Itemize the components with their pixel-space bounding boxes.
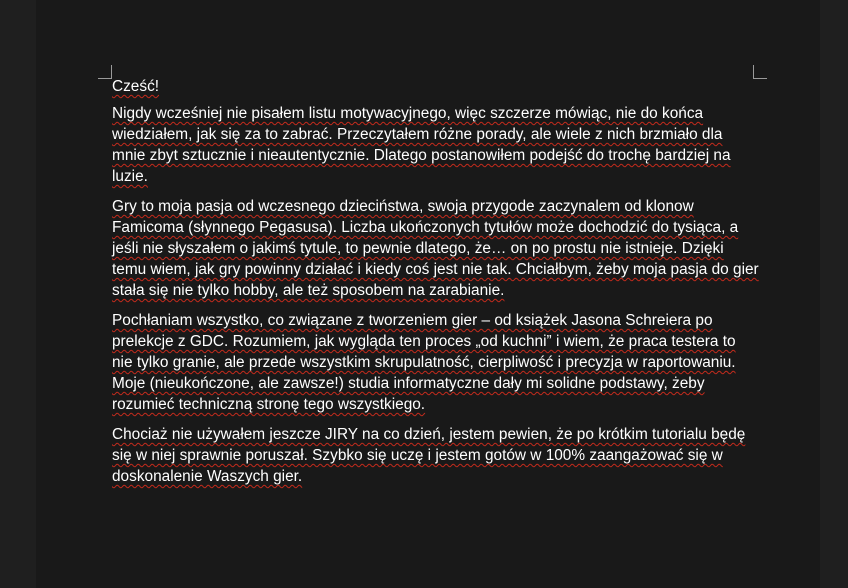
paragraph-1[interactable]: Nigdy wcześniej nie pisałem listu motywacyjnego, więc szczerze mówiąc, nie do końca wiedziałem, jak się za to zabrać. Przeczytałem różne porady, ale wiele z nich brzmiało dla mnie zbyt sztucznie i nieautentycznie. Dlatego postanowiłem podejść do trochę bardziej na luzie. <box>112 105 731 185</box>
greeting-line[interactable]: Cześć! <box>112 78 160 95</box>
paragraph-4[interactable]: Chociaż nie używałem jeszcze JIRY na co dzień, jestem pewien, że po krótkim tutorialu będę się w niej sprawnie poruszał. Szybko się uczę i jestem gotów w 100% zaangażować się w doskonalenie Waszych gier. <box>112 426 746 485</box>
document-page[interactable] <box>36 0 820 588</box>
document-text-body[interactable] <box>112 76 760 496</box>
margin-mark-top-left <box>98 65 112 79</box>
paragraph-3[interactable]: Pochłaniam wszystko, co związane z tworzeniem gier – od książek Jasona Schreiera po prelekcje z GDC. Rozumiem, jak wygląda ten proces „od kuchni” i wiem, że praca testera to nie tylko granie, ale przede wszystkim skrupulatność, cierpliwość i precyzja w raportowaniu. Moje (nieukończone, ale zawsze!) studia informatyczne dały mi solidne podstawy, żeby rozumieć techniczną stronę tego wszystkiego. <box>112 312 736 413</box>
paragraph-2[interactable]: Gry to moja pasja od wczesnego dzieciństwa, swoja przygode zaczynalem od klonow Famicoma (słynnego Pegasusa). Liczba ukończonych tytułów może dochodzić do tysiąca, a jeśli nie słyszałem o jakimś tytule, to pewnie dlatego, że… on po prostu nie istnieje. Dzięki temu wiem, jak gry powinny działać i kiedy coś jest nie tak. Chciałbym, żeby moja pasja do gier stała się nie tylko hobby, ale też sposobem na zarabianie. <box>112 198 759 299</box>
